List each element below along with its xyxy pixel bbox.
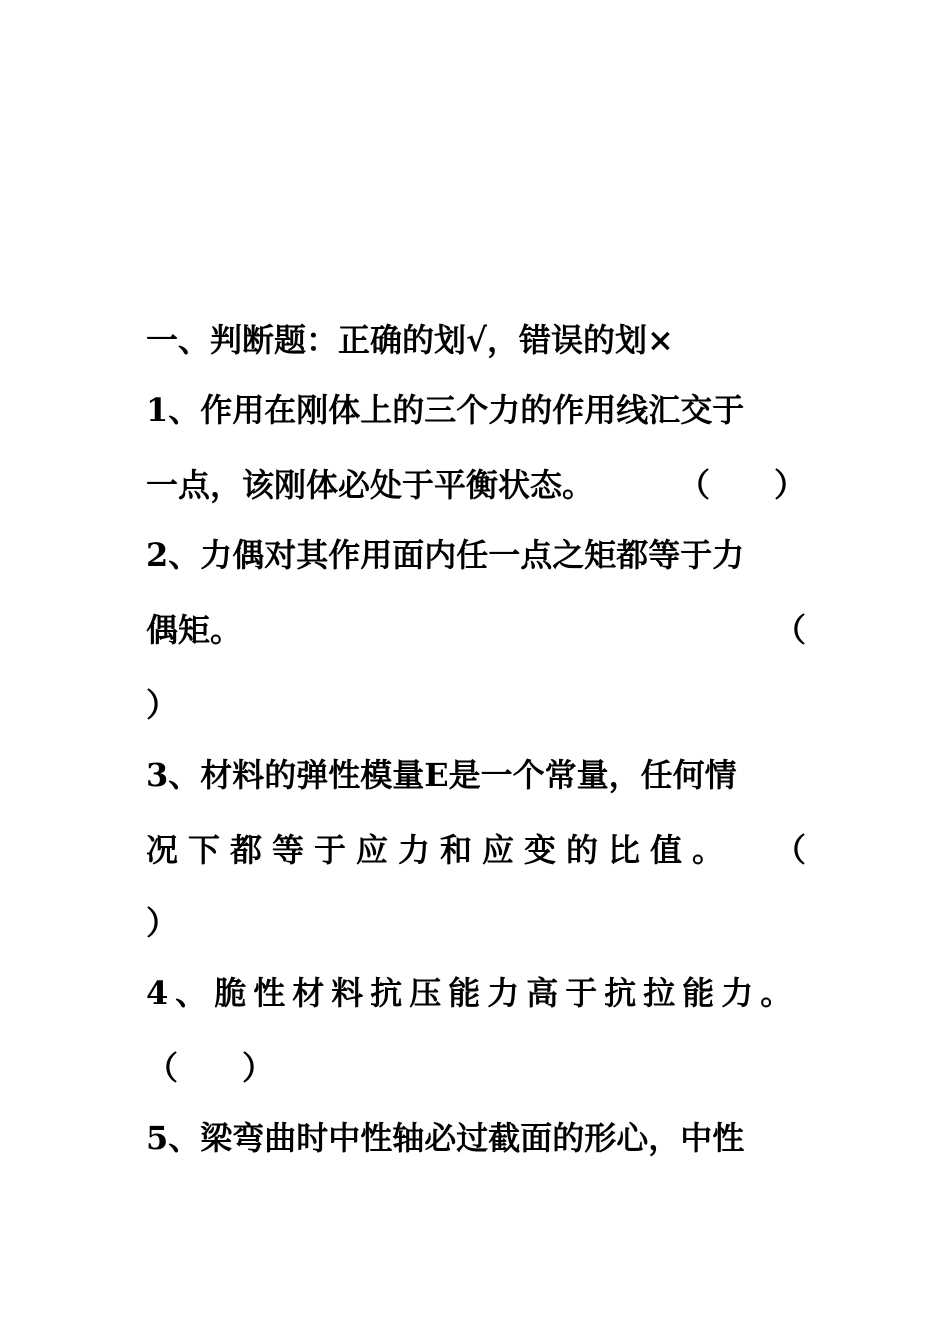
question-2-line-2 (146, 605, 806, 655)
question-2-line-1 (146, 530, 806, 580)
question-3-line-1 (146, 750, 806, 800)
question-3-answer-close[interactable]: ） (146, 904, 179, 942)
question-1-line-1 (146, 385, 806, 435)
question-1-line-2 (146, 460, 806, 510)
question-3-text-2: 况下都等于应力和应变的比值。 (146, 831, 735, 869)
question-3-line-2 (146, 825, 806, 875)
question-4-answer-blank[interactable]: （ ） (146, 1049, 275, 1087)
question-5-line-1 (146, 1113, 806, 1163)
question-3-line-3 (146, 898, 806, 948)
question-4-text-1: 4、脆性材料抗压能力高于抗拉能力。 (146, 974, 800, 1012)
question-4-line-2 (146, 1043, 806, 1093)
question-2-line-3 (146, 680, 806, 730)
question-2-answer-close[interactable]: ） (146, 686, 179, 724)
question-5-text-1: 5、梁弯曲时中性轴必过截面的形心，中性 (146, 1119, 745, 1157)
section-heading (146, 315, 806, 365)
question-2-text-2: 偶矩。 (146, 611, 243, 649)
question-1-text-1: 1、作用在刚体上的三个力的作用线汇交于 (146, 391, 745, 429)
question-2-answer-open[interactable]: （ (773, 611, 806, 649)
question-1-answer-blank[interactable]: （ ） (677, 466, 806, 504)
question-3-text-1: 3、材料的弹性模量E是一个常量，任何情 (146, 756, 737, 794)
question-2-text-1: 2、力偶对其作用面内任一点之矩都等于力 (146, 536, 745, 574)
question-3-answer-open[interactable]: （ (773, 831, 806, 869)
section-heading-text: 一、判断题：正确的划√，错误的划× (146, 321, 674, 359)
question-1-text-2: 一点，该刚体必处于平衡状态。 (146, 466, 595, 504)
question-4-line-1 (146, 968, 806, 1018)
